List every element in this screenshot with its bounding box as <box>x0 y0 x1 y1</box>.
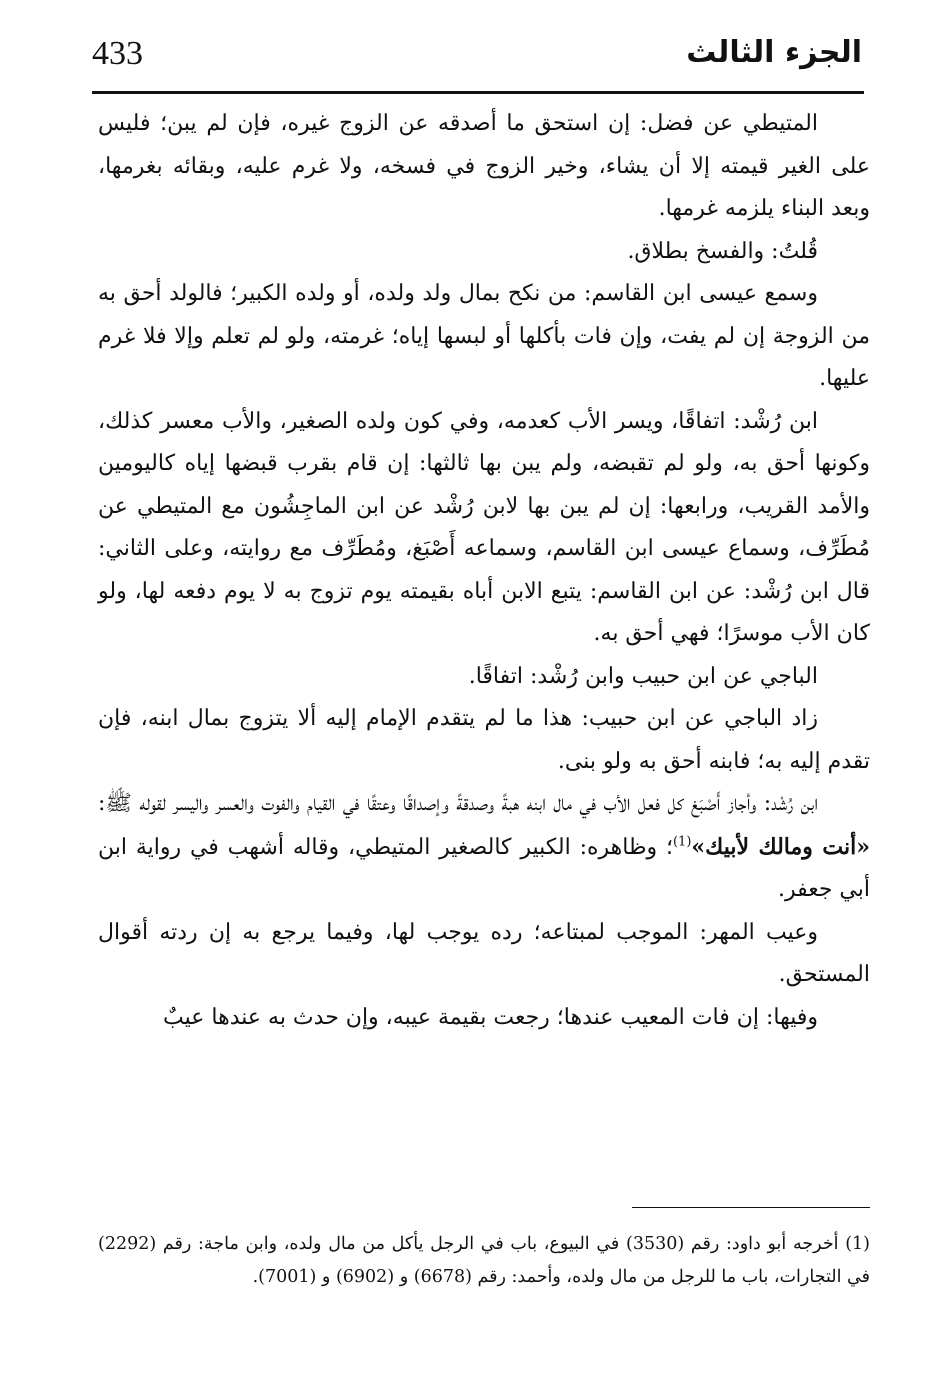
header-rule <box>92 91 864 94</box>
footnote-rule <box>632 1207 870 1208</box>
paragraph: وعيب المهر: الموجب لمبتاعه؛ رده يوجب لها، وفيما يرجع به إن ردته أقوال المستحق. <box>98 919 870 987</box>
paragraph: وسمع عيسى ابن القاسم: من نكح بمال ولد ولده، أو ولده الكبير؛ فالولد أحق به من الزوجة إن لم يفت، وإن فات بأكلها أو لبسها إياه؛ غرمته، ولو لم تعلم وإلا فلا غرم عليها. <box>98 281 870 391</box>
footnote: (1) أخرجه أبو داود: رقم (3530) في البيوع، باب في الرجل يأكل من مال ولده، وابن ماجة: رقم (2292) في التجارات، باب ما للرجل من مال ولده، وأحمد: رقم (6678) و (6902) و (7001). <box>98 1234 870 1287</box>
hadith-trailing-text: ؛ وظاهره: الكبير كالصغير المتيطي، وقاله أشهب في رواية ابن أبي جعفر. <box>98 834 870 902</box>
running-head: الجزء الثالث <box>686 35 862 70</box>
paragraph: الباجي عن ابن حبيب وابن رُشْد: اتفاقًا. <box>468 663 818 689</box>
paragraph: ابن رُشْد: اتفاقًا، ويسر الأب كعدمه، وفي كون ولده الصغير، والأب معسر كذلك، وكونها أحق به، ولو لم تقبضه، ولم يبن بها ثالثها: إن قام بقرب قبضها إياه كاليومين والأمد القريب، ورابعها: إن لم يبن بها لابن رُشْد عن ابن الماجِشُون مع المتيطي عن مُطَرِّف، وسماع عيسى ابن القاسم، وسماعه أَصْبَغ، ومُطَرِّف مع روايته، وعلى الثاني: قال ابن رُشْد: عن ابن القاسم: يتبع الابن أباه بقيمته يوم تزوج به لا يوم دفعه لها، ولو كان الأب موسرًا؛ فهي أحق به. <box>98 408 870 646</box>
paragraph: وفيها: إن فات المعيب عندها؛ رجعت بقيمة عيبه، وإن حدث به عندها عيبٌ <box>163 1004 818 1030</box>
page-number: 433 <box>92 35 143 72</box>
paragraph-hadith <box>98 783 870 912</box>
paragraph: قُلتُ: والفسخ بطلاق. <box>627 238 818 264</box>
paragraph: زاد الباجي عن ابن حبيب: هذا ما لم يتقدم الإمام إليه ألا يتزوج بمال ابنه، فإن تقدم إليه به؛ فابنه أحق به ولو بنى. <box>98 706 870 774</box>
hadith-quote: «أنت ومالك لأبيك» <box>691 833 870 860</box>
footnote-marker: (1) <box>672 834 692 850</box>
body-text <box>98 103 870 1039</box>
hadith-lead-text: ابن رُشْد: وأجاز أَصْبَغ كل فعل الأب في مال ابنه هبةً وصدقةً وإصداقًا وعتقًا في القيام والفوت والعسر واليسر لقوله ﷺ: <box>98 791 818 816</box>
paragraph: المتيطي عن فضل: إن استحق ما أصدقه عن الزوج غيره، فإن لم يبن؛ فليس على الغير قيمته إلا أن يشاء، وخير الزوج في فسخه، ولا غرم عليه، وبقائه بغرمها، وبعد البناء يلزمه غرمها. <box>98 111 871 221</box>
